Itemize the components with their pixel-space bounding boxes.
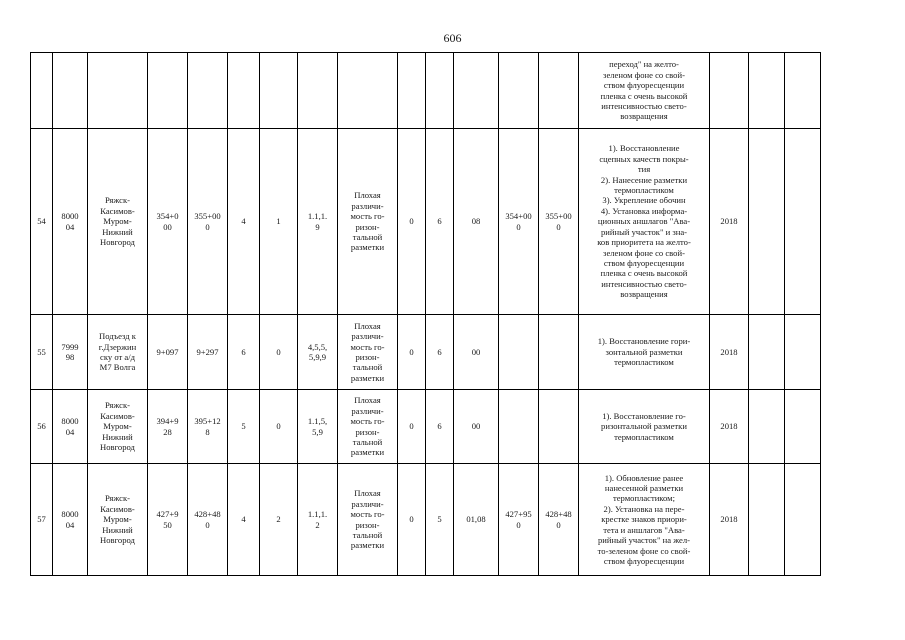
codes-cell-line: 4,5,5,: [307, 341, 328, 352]
continuation-row: [31, 53, 821, 129]
table-row: [31, 315, 821, 390]
km-start-line: 354+0: [156, 211, 179, 222]
defect-cell-line: тальной: [352, 529, 383, 540]
notes-cell-line: 4). Установка информа-: [600, 205, 688, 216]
defect-cell-line: разметки: [350, 242, 385, 253]
notes-cell: [579, 53, 710, 129]
road-code: [53, 464, 88, 576]
road-code: [53, 129, 88, 315]
defect-cell-line: мость го-: [350, 341, 385, 352]
road-name-line: Муром-: [103, 421, 132, 432]
year-cell: 2018: [710, 390, 749, 464]
row-number: 57: [31, 464, 53, 576]
defect-cell-line: Плохая: [354, 395, 381, 406]
km-start-line: 50: [163, 519, 172, 530]
notes-line: зеленом фоне со свой-: [603, 69, 685, 80]
col5-value: 5: [228, 390, 260, 464]
notes-cell: [579, 464, 710, 576]
road-name-line: Муром-: [103, 216, 132, 227]
road-name-line: Нижний: [102, 524, 133, 535]
col12-value: [499, 129, 539, 315]
notes-cell-line: ционных аншлагов "Ава-: [597, 216, 691, 227]
col5-value: 6: [228, 315, 260, 390]
km-start-line: 394+9: [156, 416, 179, 427]
km-start-line: 427+9: [156, 509, 179, 520]
notes-cell: [579, 315, 710, 390]
empty-cell: [785, 129, 821, 315]
notes-cell-line: ством флуоресценции: [603, 257, 685, 268]
road-name: [88, 390, 148, 464]
notes-cell-line: 2). Установка на пере-: [603, 503, 685, 514]
defect-cell-line: различи-: [351, 405, 384, 416]
defect-cell-line: мость го-: [350, 416, 385, 427]
empty-cell: [749, 464, 785, 576]
empty-cell: [749, 390, 785, 464]
codes-cell-line: 9: [315, 221, 320, 232]
road-code-line: 04: [65, 426, 75, 437]
col12-value-line: 354+00: [505, 211, 532, 222]
table-row: [31, 464, 821, 576]
km-end-line: 0: [205, 221, 210, 232]
km-end-line: 428+48: [194, 509, 221, 520]
defect-cell-line: разметки: [350, 372, 385, 383]
notes-line: возвращения: [620, 111, 668, 122]
defect-cell-line: мость го-: [350, 211, 385, 222]
notes-cell-line: рийный участок" на жел-: [598, 535, 690, 546]
notes-cell-line: 1). Восстановление гори-: [597, 336, 691, 347]
km-start: [148, 390, 188, 464]
codes-cell: [298, 315, 338, 390]
col13-value: [539, 129, 579, 315]
km-start-line: 00: [163, 221, 172, 232]
road-name-line: Касимов-: [100, 410, 135, 421]
defect-cell-line: различи-: [351, 200, 384, 211]
col12-value-line: 427+95: [505, 509, 532, 520]
col13-value-line: 428+48: [545, 509, 572, 520]
defect-cell-line: ризон-: [355, 221, 380, 232]
col13-value-line: 0: [556, 221, 561, 232]
notes-line: пленка с очень высокой: [600, 90, 688, 101]
notes-cell-line: термопластиком: [614, 431, 674, 442]
notes-cell-line: рийный участок" и зна-: [600, 226, 688, 237]
notes-cell-line: зонтальной разметки: [605, 346, 683, 357]
road-name-line: Новгород: [100, 442, 135, 453]
empty-cell: [785, 315, 821, 390]
notes-cell-line: пленка с очень высокой: [600, 268, 688, 279]
notes-cell-line: 2). Нанесение разметки: [600, 174, 688, 185]
col6-value: 0: [260, 390, 298, 464]
road-name-line: М7 Волга: [99, 362, 136, 373]
km-end: [188, 315, 228, 390]
codes-cell: [298, 129, 338, 315]
road-name: [88, 464, 148, 576]
defects-table: [30, 52, 821, 576]
notes-cell-line: тия: [637, 164, 651, 175]
col11-value: 00: [454, 315, 499, 390]
col10-value: 6: [426, 315, 454, 390]
page-number: 606: [443, 31, 462, 45]
km-end-line: 0: [205, 519, 210, 530]
notes-cell-line: возвращения: [620, 289, 668, 300]
notes-cell-line: нанесенной разметки: [604, 483, 684, 494]
col11-value: 01,08: [454, 464, 499, 576]
notes-cell-line: тета и аншлагов "Ава-: [603, 524, 685, 535]
col11-value: 08: [454, 129, 499, 315]
road-code: [53, 390, 88, 464]
road-name-line: Касимов-: [100, 503, 135, 514]
notes-cell-line: термопластиком: [614, 185, 674, 196]
notes-cell-line: ков приоритета на желто-: [597, 237, 691, 248]
col12-value-line: 0: [516, 221, 521, 232]
km-end-line: 9+297: [196, 346, 219, 357]
empty-cell: [785, 464, 821, 576]
defect-cell: [338, 129, 398, 315]
road-name-line: Муром-: [103, 514, 132, 525]
col6-value: 2: [260, 464, 298, 576]
road-name-line: Подъезд к: [99, 331, 136, 342]
km-end-line: 395+12: [194, 416, 221, 427]
col6-value: 1: [260, 129, 298, 315]
defect-cell-line: различи-: [351, 498, 384, 509]
notes-cell-line: 1). Восстановление: [608, 143, 680, 154]
road-name: [88, 315, 148, 390]
notes-cell-line: термопластиком;: [612, 493, 676, 504]
year-cell: 2018: [710, 464, 749, 576]
road-code-line: 7999: [61, 341, 79, 352]
road-name: [88, 129, 148, 315]
col11-value: 00: [454, 390, 499, 464]
col13-value: [539, 390, 579, 464]
defect-cell-line: мость го-: [350, 509, 385, 520]
defect-cell-line: разметки: [350, 447, 385, 458]
road-code-line: 04: [65, 519, 75, 530]
road-code: [53, 315, 88, 390]
road-name-line: Ряжск-: [104, 493, 131, 504]
road-name-line: ску от а/д: [100, 352, 135, 362]
notes-cell-line: 1). Обновление ранее: [604, 472, 684, 483]
col10-value: 6: [426, 390, 454, 464]
row-number: 56: [31, 390, 53, 464]
empty-cell: [785, 390, 821, 464]
road-name-line: Ряжск-: [104, 400, 131, 411]
year-cell: 2018: [710, 129, 749, 315]
col13-value-line: 0: [556, 519, 561, 530]
road-code-line: 8000: [61, 211, 79, 222]
row-number: 54: [31, 129, 53, 315]
col9-value: 0: [398, 129, 426, 315]
km-end: [188, 464, 228, 576]
notes-line: ством флуоресценции: [603, 80, 685, 91]
codes-cell-line: 5,9: [312, 426, 323, 437]
km-start: [148, 129, 188, 315]
col9-value: 0: [398, 464, 426, 576]
defect-cell-line: Плохая: [354, 320, 381, 331]
col12-value: [499, 315, 539, 390]
road-code-line: 98: [65, 352, 75, 362]
notes-cell: [579, 390, 710, 464]
defect-cell-line: ризон-: [355, 519, 380, 530]
notes-line: переход" на желто-: [609, 59, 679, 70]
defect-cell-line: Плохая: [354, 190, 381, 201]
notes-line: интенсивностью свето-: [601, 100, 687, 111]
notes-cell-line: ризонтальной разметки: [601, 421, 687, 432]
road-code-line: 8000: [61, 509, 79, 520]
table-row: [31, 390, 821, 464]
km-end: [188, 129, 228, 315]
col5-value: 4: [228, 464, 260, 576]
km-end-line: 355+00: [194, 211, 221, 222]
codes-cell-line: 5,9,9: [308, 352, 327, 362]
notes-cell: [579, 129, 710, 315]
defect-cell-line: тальной: [352, 362, 383, 373]
defect-cell-line: тальной: [352, 436, 383, 447]
col5-value: 4: [228, 129, 260, 315]
notes-cell-line: сцепных качеств покры-: [599, 153, 689, 164]
road-name-line: Ряжск-: [104, 195, 131, 206]
codes-cell: [298, 464, 338, 576]
notes-cell-line: крестке знаков приори-: [601, 514, 687, 525]
codes-cell-line: 2: [315, 519, 320, 530]
notes-cell-line: зеленом фоне со свой-: [603, 247, 685, 258]
road-name-line: г.Дзержин: [98, 341, 137, 352]
road-code-line: 04: [65, 221, 75, 232]
year-cell: 2018: [710, 315, 749, 390]
notes-cell-line: ством флуоресценции: [603, 555, 685, 566]
col12-value-line: 0: [516, 519, 521, 530]
road-name-line: Нижний: [102, 226, 133, 237]
col13-value-line: 355+00: [545, 211, 572, 222]
defect-cell: [338, 315, 398, 390]
codes-cell-line: 1.1,5,: [307, 416, 328, 427]
km-start-line: 28: [163, 426, 172, 437]
defect-cell-line: тальной: [352, 231, 383, 242]
defect-cell: [338, 390, 398, 464]
notes-cell-line: то-зеленом фоне со свой-: [597, 545, 691, 556]
col12-value: [499, 464, 539, 576]
km-start: [148, 315, 188, 390]
table-row: [31, 129, 821, 315]
empty-cell: [749, 315, 785, 390]
codes-cell: [298, 390, 338, 464]
road-code-line: 8000: [61, 416, 79, 427]
col6-value: 0: [260, 315, 298, 390]
road-name-line: Нижний: [102, 431, 133, 442]
km-start-line: 9+097: [156, 346, 179, 357]
notes-cell-line: 1). Восстановление го-: [602, 410, 686, 421]
notes-cell-line: интенсивностью свето-: [601, 278, 687, 289]
col9-value: 0: [398, 315, 426, 390]
defect-cell-line: разметки: [350, 540, 385, 551]
codes-cell-line: 1.1,1.: [307, 211, 328, 222]
col10-value: 6: [426, 129, 454, 315]
notes-cell-line: 3). Укрепление обочин: [602, 195, 686, 206]
col12-value: [499, 390, 539, 464]
codes-cell-line: 1.1,1.: [307, 509, 328, 520]
km-end: [188, 390, 228, 464]
col13-value: [539, 464, 579, 576]
notes-cell-line: термопластиком: [614, 357, 674, 368]
road-name-line: Новгород: [100, 535, 135, 546]
col13-value: [539, 315, 579, 390]
road-name-line: Новгород: [100, 237, 135, 248]
row-number: 55: [31, 315, 53, 390]
col10-value: 5: [426, 464, 454, 576]
km-start: [148, 464, 188, 576]
defect-cell-line: ризон-: [355, 426, 380, 437]
empty-cell: [749, 129, 785, 315]
col9-value: 0: [398, 390, 426, 464]
defect-cell-line: Плохая: [354, 488, 381, 499]
km-end-line: 8: [205, 426, 210, 437]
defect-cell: [338, 464, 398, 576]
defect-cell-line: ризон-: [355, 352, 380, 362]
defect-cell-line: различи-: [351, 331, 384, 342]
road-name-line: Касимов-: [100, 205, 135, 216]
